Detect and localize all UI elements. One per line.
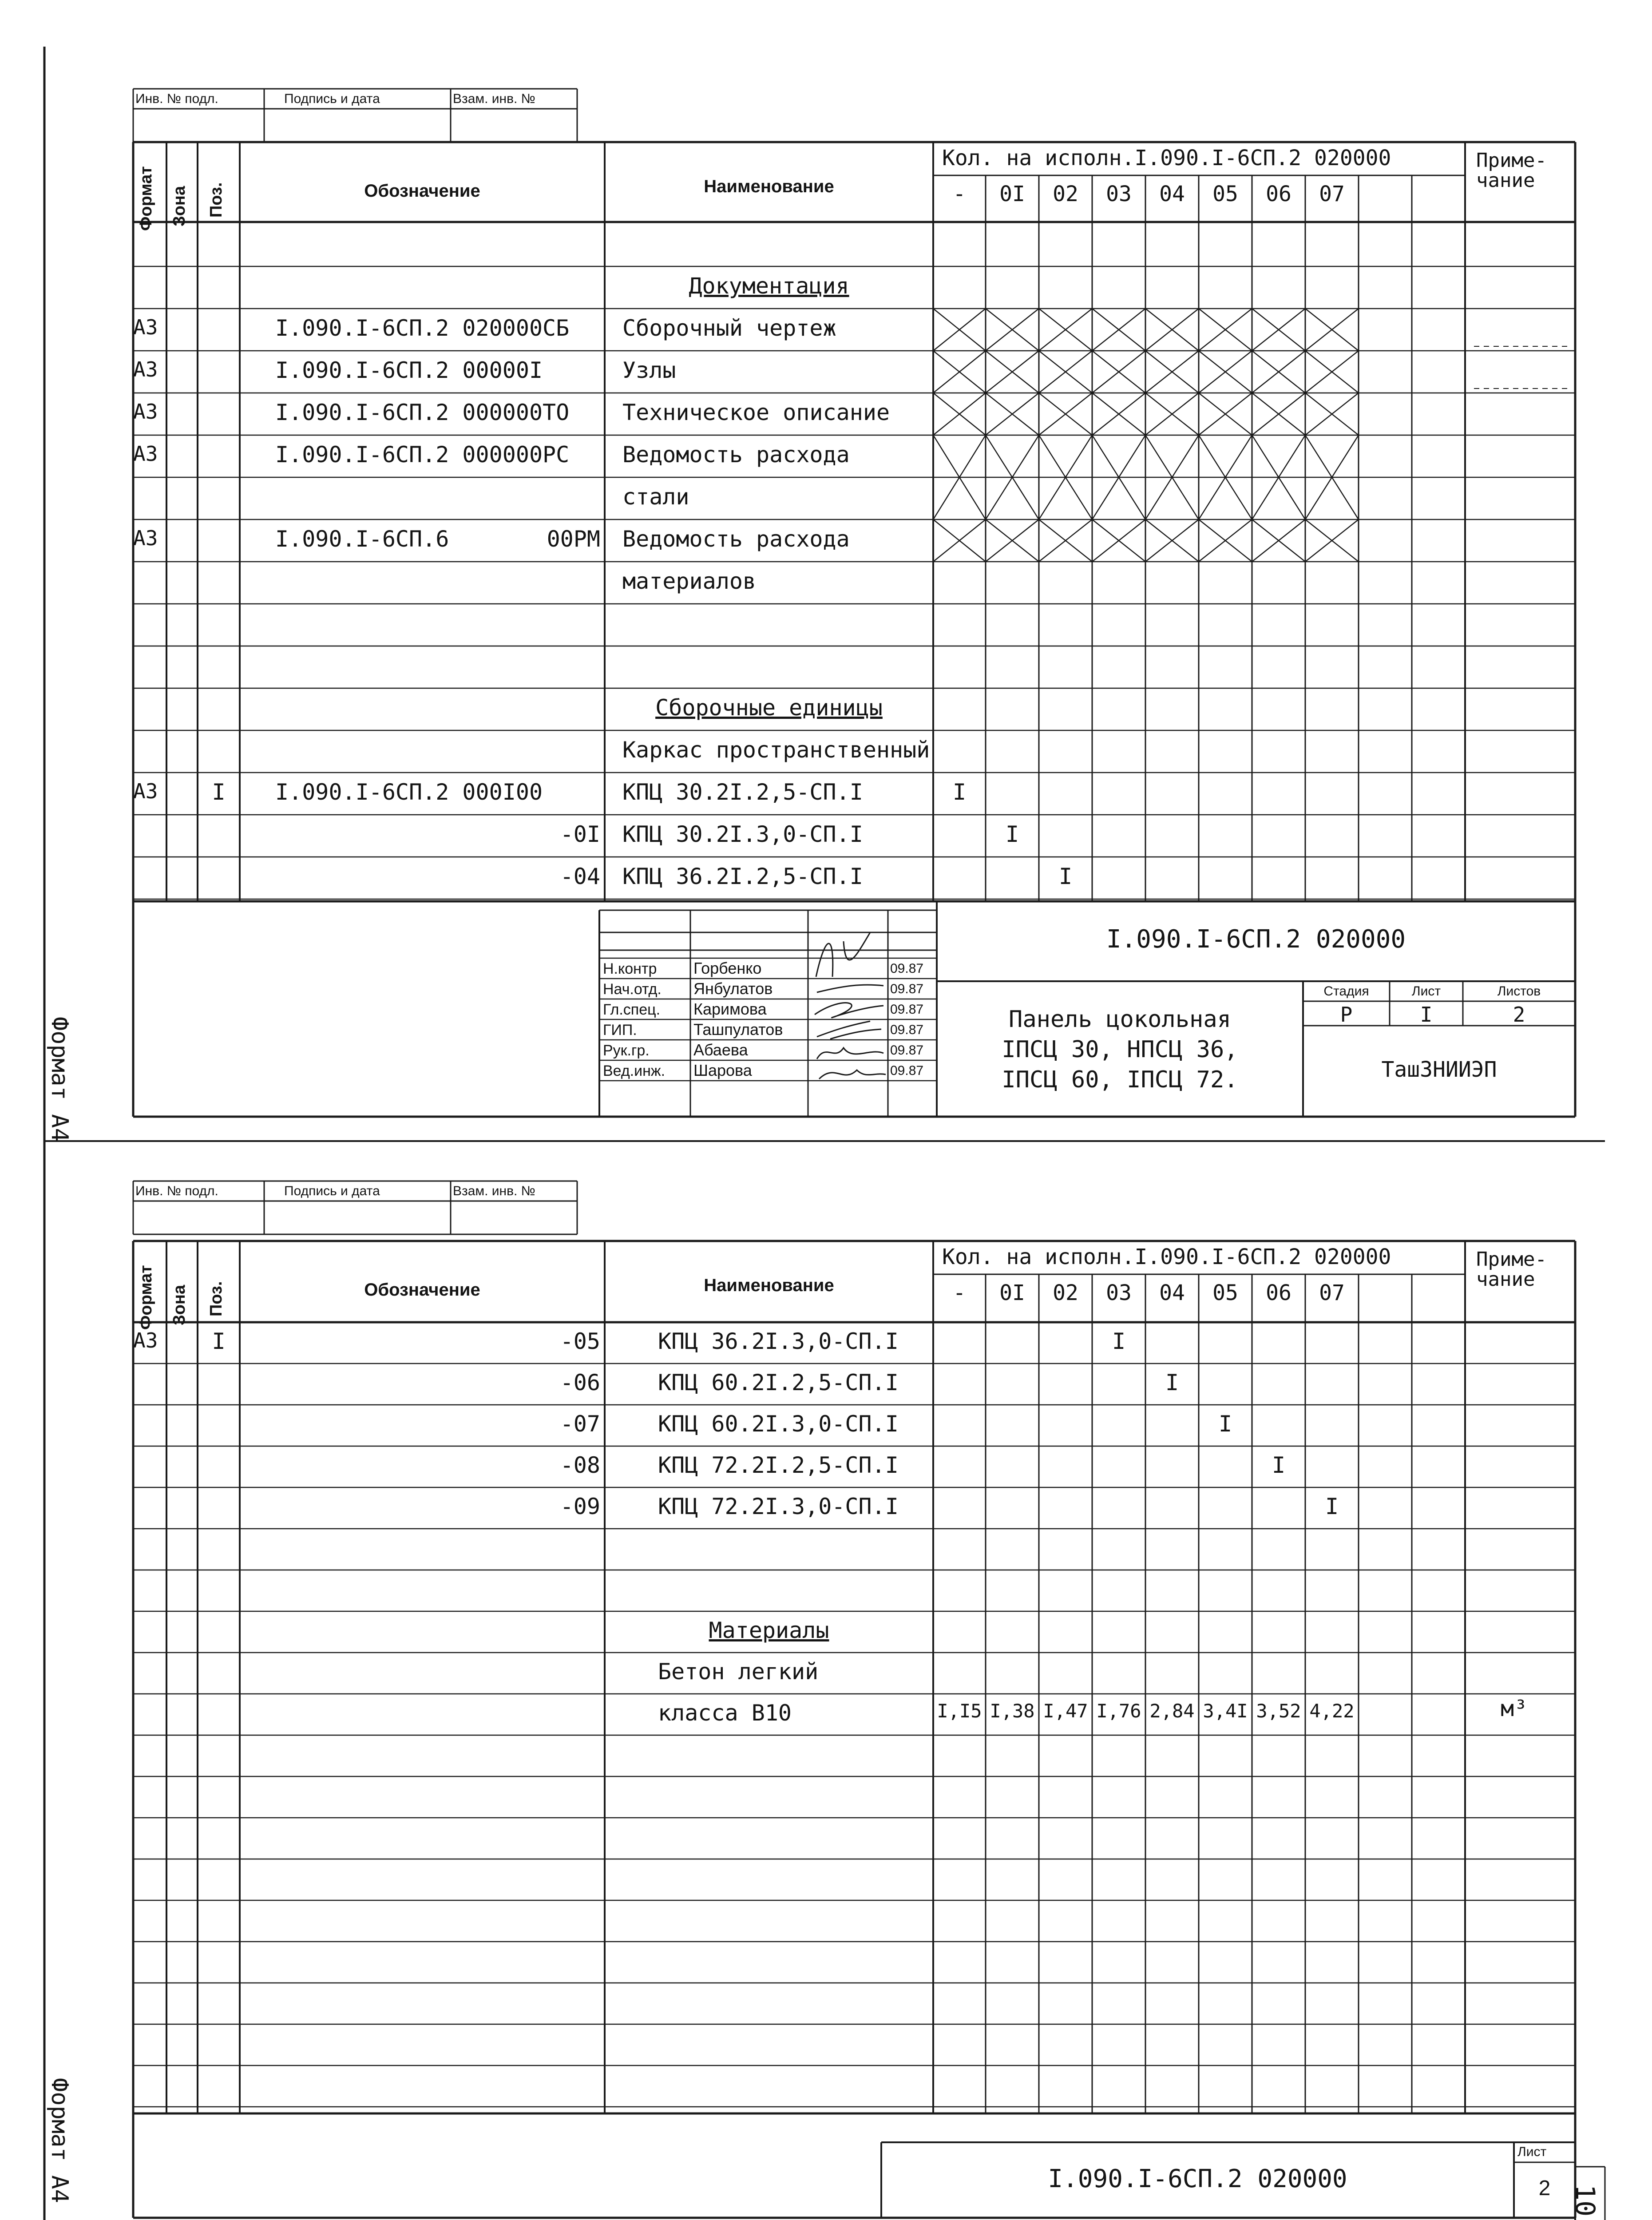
sheet1-section-heading: Документация — [689, 273, 849, 299]
staff-role: ГИП. — [603, 1022, 637, 1039]
sheet2-header-pos: Поз. — [207, 1281, 226, 1316]
sheet2-stamp-inv: Инв. № подл. — [135, 1184, 218, 1198]
sheet1-row-designation: I.090.I-6СП.2 00000I — [275, 357, 543, 383]
sheet1-qty-col-header: 03 — [1106, 182, 1132, 206]
sheet1-row-qty: I — [1058, 863, 1073, 889]
sheet2-row-name: класса В10 — [658, 1700, 792, 1726]
sheet1-header-name: Наименование — [704, 177, 834, 196]
staff-name: Абаева — [693, 1041, 748, 1059]
sheet1-stamp-sign: Подпись и дата — [284, 91, 380, 106]
sheet1-row-qty: I — [952, 779, 967, 805]
sheet2-row-name: КПЦ 72.2I.3,0-СП.I — [658, 1493, 899, 1519]
sheet2-row-volume: I,I5 — [937, 1700, 982, 1722]
sheet2-qty-col-header: 04 — [1159, 1280, 1185, 1305]
sheet1-row-format: А3 — [133, 526, 158, 550]
sheet2-qty-col-header: 0I — [999, 1280, 1025, 1305]
sheet2-header-note-1: Приме- — [1476, 1248, 1547, 1271]
sheet2-qty-col-header: 06 — [1266, 1280, 1291, 1305]
sheet2-header-designation: Обозначение — [364, 1280, 480, 1300]
sheet2-header-note-2: чание — [1476, 1268, 1535, 1291]
staff-name: Ташпулатов — [693, 1020, 783, 1039]
sheet2-row-note-unit: м³ — [1501, 1695, 1528, 1721]
sheet1-row-name: Каркас пространственный — [622, 737, 930, 763]
page-number: 10 — [1569, 2184, 1600, 2217]
sheet2-row-volume: 4,22 — [1309, 1700, 1355, 1722]
organization-name: ТашЗНИИЭП — [1381, 1057, 1497, 1082]
sheet2-row-volume: 3,52 — [1256, 1700, 1301, 1722]
staff-role: Гл.спец. — [603, 1001, 661, 1018]
sheet2-qty-col-header: 05 — [1212, 1280, 1238, 1305]
sheet1-row-format: А3 — [133, 441, 158, 466]
staff-name: Шарова — [693, 1061, 752, 1079]
sheet1-row-name: КПЦ 30.2I.3,0-СП.I — [622, 821, 863, 847]
sheet2-section-heading: Материалы — [709, 1617, 829, 1643]
sheet2-row-volume: I,38 — [990, 1700, 1035, 1722]
sheet2-row-format: А3 — [133, 1328, 158, 1352]
sheet1-qty-col-header: 04 — [1159, 182, 1185, 206]
staff-date: 09.87 — [890, 982, 924, 996]
sheet1-row-designation-variant: -04 — [560, 863, 600, 889]
sheet2-header-qty: Кол. на исполн.I.090.I-6СП.2 020000 — [942, 1245, 1391, 1269]
sheet2-row-qty: I — [1112, 1328, 1126, 1354]
sheet2-qty-col-header: - — [953, 1280, 966, 1305]
drawing-title-line: IПСЦ 60, IПСЦ 72. — [1002, 1066, 1238, 1093]
sheet1-row-name: КПЦ 30.2I.2,5-СП.I — [622, 779, 863, 805]
staff-role: Вед.инж. — [603, 1062, 666, 1079]
sheet1-row-name: КПЦ 36.2I.2,5-СП.I — [622, 863, 863, 889]
sheet1-row-format: А3 — [133, 779, 158, 803]
sheet1-row-name: Узлы — [622, 357, 676, 383]
sheet1-stamp-replace: Взам. инв. № — [453, 91, 535, 106]
sheet2-row-name: КПЦ 36.2I.3,0-СП.I — [658, 1328, 899, 1354]
staff-role: Н.контр — [603, 960, 657, 977]
sheet2-header-format: Формат — [137, 1265, 155, 1330]
sheet2-row-designation-variant: -06 — [560, 1369, 600, 1395]
sheet1-row-name: Техническое описание — [622, 399, 890, 425]
sheet2-drawing-code: I.090.I-6СП.2 020000 — [1048, 2164, 1347, 2193]
sheet1-qty-col-header: 07 — [1319, 182, 1345, 206]
sheet1-qty-col-header: - — [953, 182, 966, 206]
sheet2-qty-col-header: 02 — [1053, 1280, 1078, 1305]
sheet2-row-qty: I — [1218, 1411, 1232, 1437]
sheet2-stamp-sign: Подпись и дата — [284, 1184, 380, 1198]
staff-name: Янбулатов — [693, 979, 773, 998]
sheet1-header-qty: Кол. на исполн.I.090.I-6СП.2 020000 — [942, 146, 1391, 170]
sheet2-row-name: КПЦ 60.2I.2,5-СП.I — [658, 1369, 899, 1395]
sheet1-qty-col-header: 05 — [1212, 182, 1238, 206]
sheet1-header-note-2: чание — [1476, 169, 1535, 192]
sheet2-qty-col-header: 03 — [1106, 1280, 1132, 1305]
sheet1-header-note-1: Приме- — [1476, 149, 1547, 172]
stage-value: Р — [1340, 1003, 1353, 1027]
sheet2-row-volume: I,47 — [1043, 1700, 1088, 1722]
sheet2-row-designation-variant: -08 — [560, 1452, 600, 1478]
sheet2-sheet-label: Лист — [1517, 2145, 1547, 2159]
sheet2-row-volume: I,76 — [1096, 1700, 1141, 1722]
sheet2-row-designation-variant: -09 — [560, 1493, 600, 1519]
sheet-value: I — [1420, 1003, 1433, 1027]
sheet1-section-heading: Сборочные единицы — [655, 694, 883, 721]
sheet1-row-format: А3 — [133, 315, 158, 339]
drawing-title-line: Панель цокольная — [1009, 1006, 1231, 1033]
staff-name: Каримова — [693, 1000, 767, 1018]
sheet1-row-name: стали — [622, 484, 689, 510]
sheet1-qty-col-header: 02 — [1053, 182, 1078, 206]
staff-date: 09.87 — [890, 1043, 924, 1058]
sheet1-row-name: Ведомость расхода — [622, 441, 850, 468]
sheet2-row-designation-variant: -05 — [560, 1328, 600, 1354]
sheet1-row-designation: I.090.I-6СП.2 000I00 — [275, 779, 543, 805]
sheet2-row-designation-variant: -07 — [560, 1411, 600, 1437]
sheet1-qty-col-header: 06 — [1266, 182, 1291, 206]
staff-role: Рук.гр. — [603, 1042, 650, 1059]
sheet1-row-format: А3 — [133, 399, 158, 424]
drawing-title-line: IПСЦ 30, НПСЦ 36, — [1002, 1036, 1238, 1063]
staff-name: Горбенко — [693, 959, 762, 977]
sheet2-row-qty: I — [1165, 1369, 1179, 1395]
sheet2-stamp-replace: Взам. инв. № — [453, 1184, 535, 1198]
sheet1-row-qty: I — [1005, 821, 1019, 847]
sheet2-header-zone: Зона — [170, 1284, 189, 1325]
sheet1-row-designation: I.090.I-6СП.2 020000СБ — [275, 315, 570, 341]
drawing-code: I.090.I-6СП.2 020000 — [1106, 925, 1406, 954]
sheet2-row-name: КПЦ 60.2I.3,0-СП.I — [658, 1411, 899, 1437]
sheet1-stamp-inv: Инв. № подл. — [135, 91, 218, 106]
sheet1-header-pos: Поз. — [207, 182, 226, 218]
sheet1-row-name: Сборочный чертеж — [622, 315, 836, 341]
sheet-label: Лист — [1411, 984, 1441, 999]
sheet2-row-qty: I — [1325, 1493, 1339, 1519]
staff-date: 09.87 — [890, 1063, 924, 1078]
sheet2-row-volume: 2,84 — [1149, 1700, 1195, 1722]
format-a4-label: Формат А4 — [46, 1017, 73, 1142]
sheet2-qty-col-header: 07 — [1319, 1280, 1345, 1305]
sheet2-row-qty: I — [1272, 1452, 1286, 1478]
sheet2-row-volume: 3,4I — [1203, 1700, 1248, 1722]
sheet1-header-designation: Обозначение — [364, 181, 480, 201]
sheet1-row-pos: I — [212, 779, 226, 805]
stage-label: Стадия — [1323, 984, 1369, 999]
sheet2-row-pos: I — [212, 1328, 226, 1354]
sheet1-row-format: А3 — [133, 357, 158, 381]
staff-date: 09.87 — [890, 961, 924, 976]
sheet1-header-format: Формат — [137, 166, 155, 231]
sheet1-row-designation: I.090.I-6СП.2 000000ТО — [275, 399, 570, 425]
sheet2-header-name: Наименование — [704, 1276, 834, 1295]
sheet2-row-name: Бетон легкий — [658, 1658, 819, 1685]
sheet1-row-name: материалов — [622, 568, 757, 594]
format-a4-label-bottom: Формат А4 — [46, 2078, 73, 2203]
sheet1-row-designation: I.090.I-6СП.2 000000РС — [275, 441, 570, 468]
sheet2-sheet-value: 2 — [1538, 2176, 1551, 2200]
sheet1-row-designation-variant: 00РМ — [547, 526, 600, 552]
sheets-value: 2 — [1513, 1003, 1525, 1027]
sheet1-row-designation: I.090.I-6СП.6 — [275, 526, 449, 552]
staff-role: Нач.отд. — [603, 981, 662, 998]
staff-date: 09.87 — [890, 1023, 924, 1037]
staff-date: 09.87 — [890, 1002, 924, 1017]
sheet1-header-zone: Зона — [170, 186, 189, 226]
sheets-label: Листов — [1497, 984, 1541, 999]
sheet1-qty-col-header: 0I — [999, 182, 1025, 206]
sheet1-row-name: Ведомость расхода — [622, 526, 850, 552]
sheet1-row-designation-variant: -0I — [560, 821, 600, 847]
sheet2-row-name: КПЦ 72.2I.2,5-СП.I — [658, 1452, 899, 1478]
